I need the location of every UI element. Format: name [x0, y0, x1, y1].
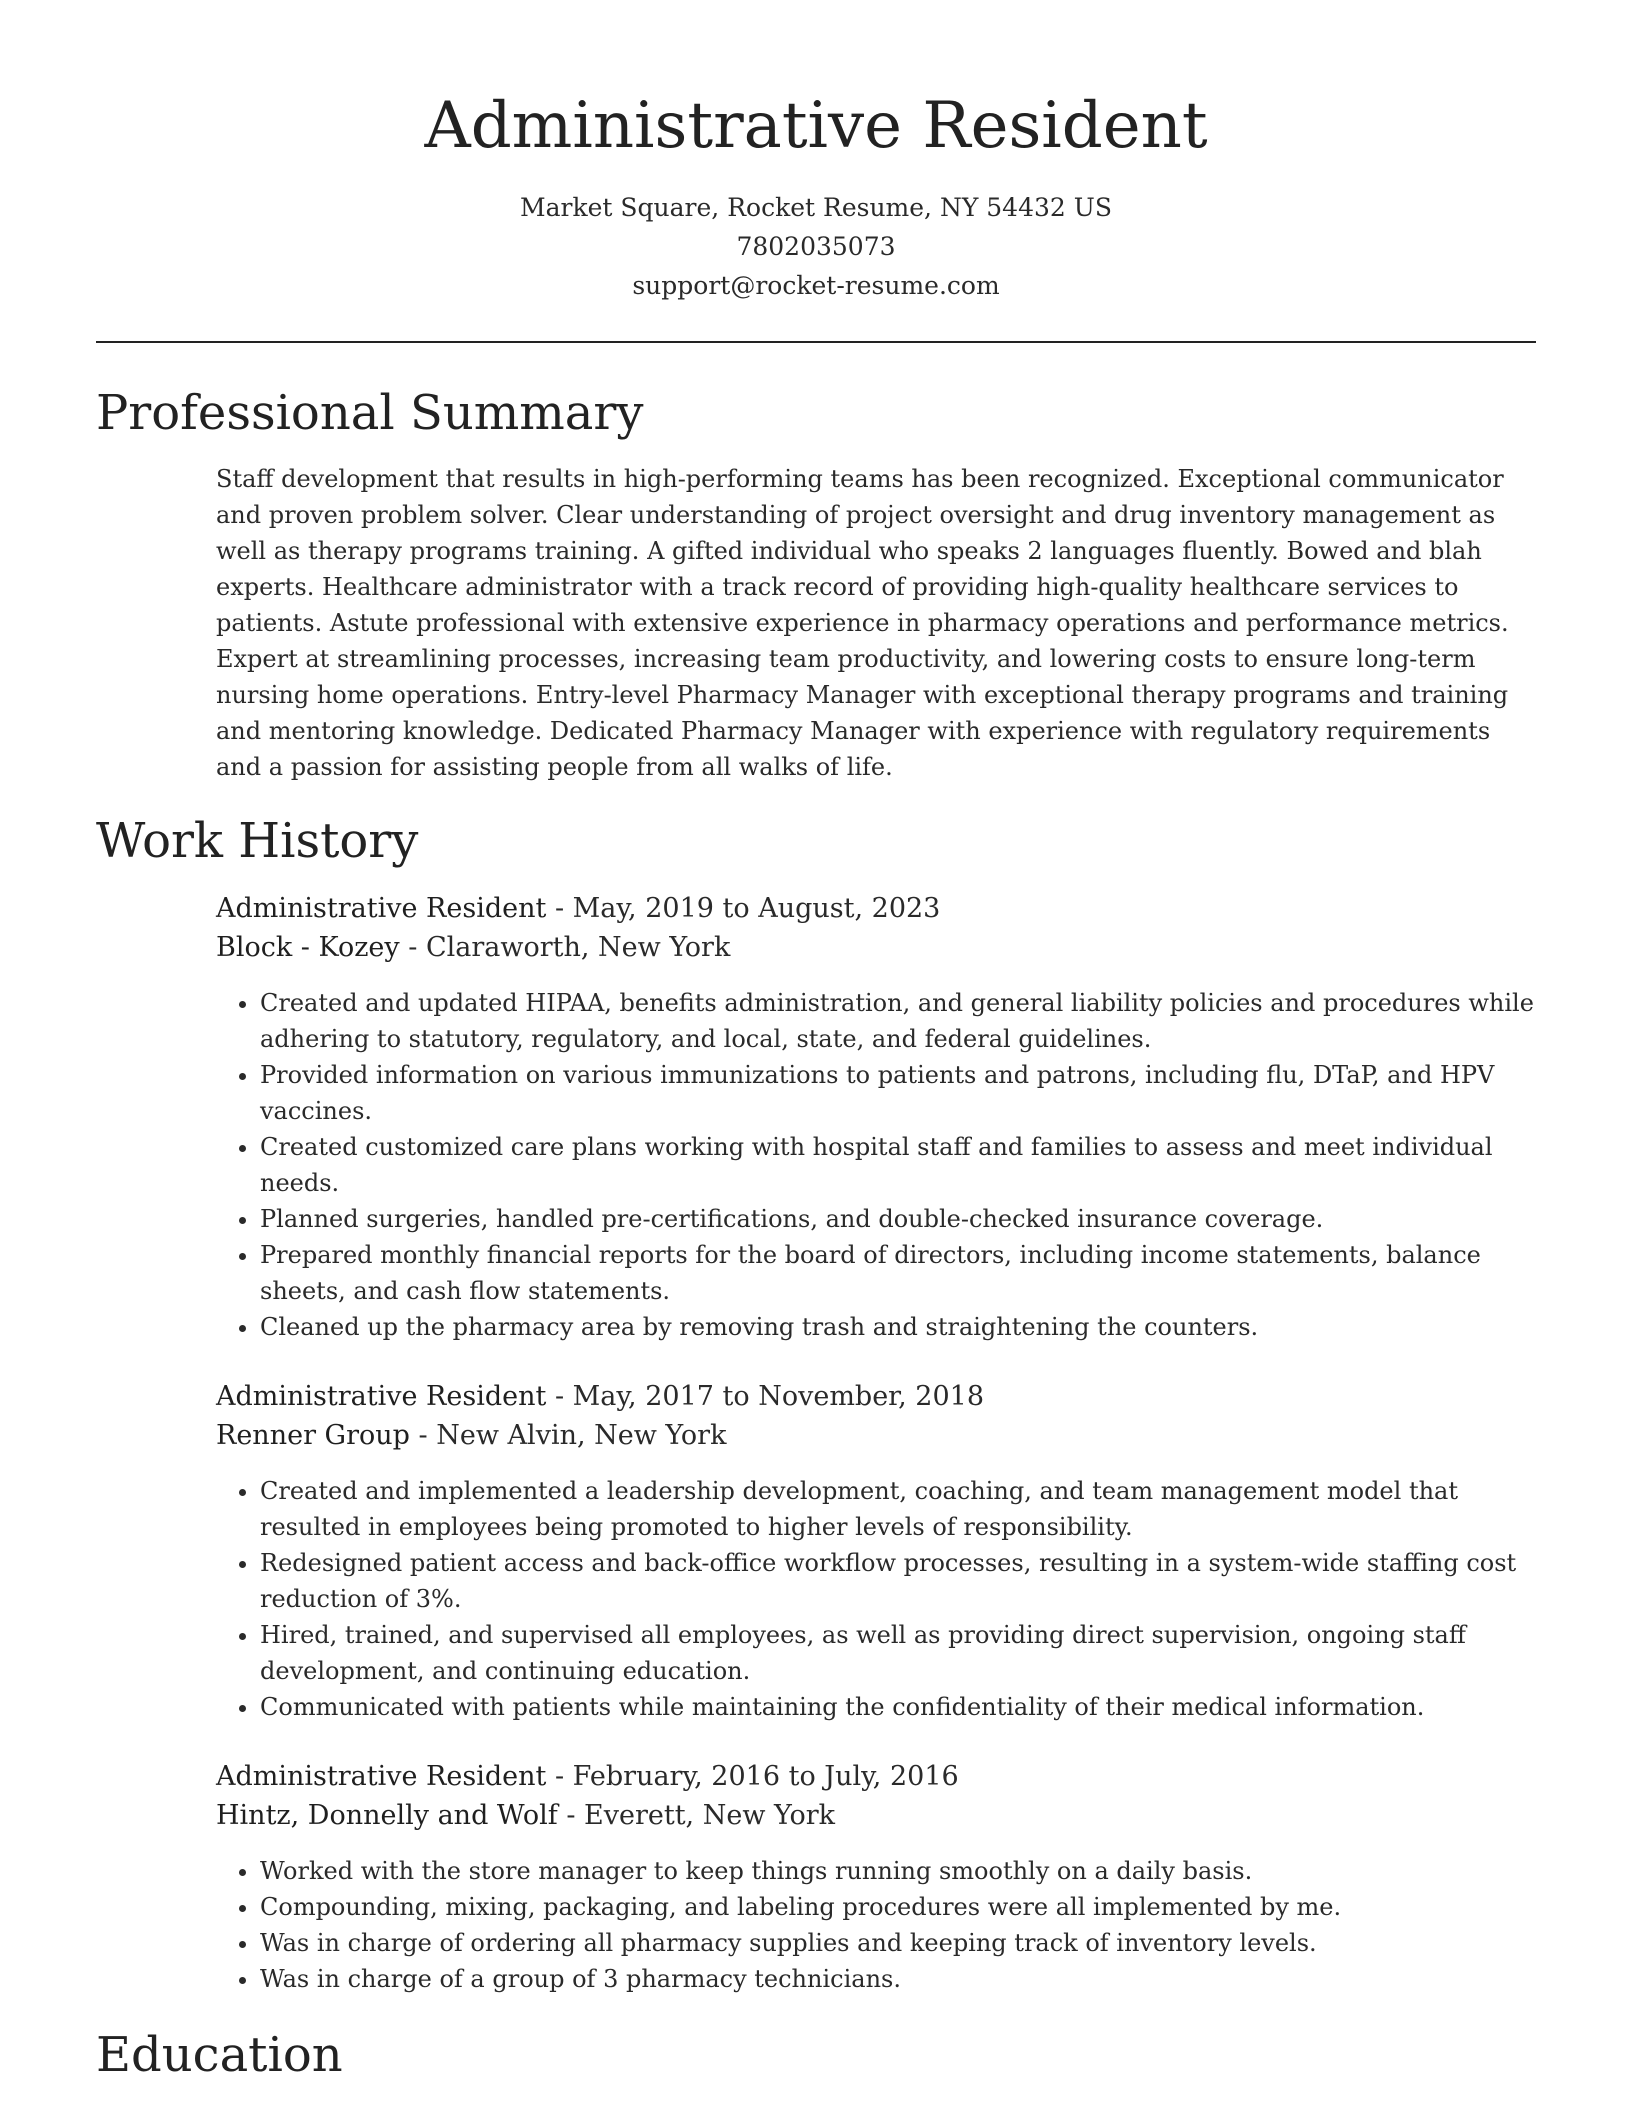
job-bullet: • Hired, trained, and supervised all employees, as well as providing direct supervision, ongoing staff development, and continuing education. — [260, 1617, 1536, 1689]
job-bullet: • Prepared monthly financial reports for the board of directors, including income statements, balance sheets, and cash flow statements. — [260, 1237, 1536, 1309]
job-location: - Everett, New York — [557, 1800, 836, 1831]
job-company-line — [216, 1416, 1536, 1455]
job-company: Block - Kozey — [216, 932, 400, 963]
job-role: Administrative Resident — [216, 1761, 547, 1792]
job-title-line — [216, 889, 1536, 928]
job-bullet: • Provided information on various immunizations to patients and patrons, including flu, DTaP, and HPV vaccines. — [260, 1057, 1536, 1129]
job-role: Administrative Resident — [216, 1381, 547, 1412]
job-location: - Claraworth, New York — [399, 932, 731, 963]
resume-name: Administrative Resident — [424, 89, 1208, 163]
job-bullets — [216, 985, 1536, 1345]
job-dates: - May, 2017 to November, 2018 — [546, 1381, 985, 1412]
job-bullet: • Created and implemented a leadership development, coaching, and team management model that resulted in employees being promoted to higher levels of responsibility. — [260, 1473, 1536, 1545]
summary-text: Staff development that results in high-performing teams has been recognized. Exceptional communicator and proven problem solver. Clear understanding of project oversight and drug inventory management as well as therapy programs training. A gifted individual who speaks 2 languages fluently. Bowed and blah experts. Healthcare administrator with a track record of providing high-quality healthcare services to patients. Astute professional with extensive experience in pharmacy operations and performance metrics. Expert at streamlining processes, increasing team productivity, and lowering costs to ensure long-term nursing home operations. Entry-level Pharmacy Manager with exceptional therapy programs and training and mentoring knowledge. Dedicated Pharmacy Manager with experience with regulatory requirements and a passion for assisting people from all walks of life. — [216, 465, 1509, 781]
job-bullet: • Was in charge of ordering all pharmacy supplies and keeping track of inventory levels. — [260, 1925, 1536, 1961]
work-history-title: Work History — [96, 813, 419, 869]
header-divider — [96, 341, 1536, 343]
job-dates: - May, 2019 to August, 2023 — [546, 893, 941, 924]
contact-email: support@rocket-resume.com — [632, 271, 1000, 300]
job-bullet: • Created and updated HIPAA, benefits administration, and general liability policies and procedures while adhering to statutory, regulatory, and local, state, and federal guidelines. — [260, 985, 1536, 1057]
job-company: Renner Group — [216, 1420, 410, 1451]
job-bullet: • Cleaned up the pharmacy area by removing trash and straightening the counters. — [260, 1309, 1536, 1345]
job-company: Hintz, Donnelly and Wolf — [216, 1800, 558, 1831]
job-dates: - February, 2016 to July, 2016 — [546, 1761, 959, 1792]
contact-block — [96, 188, 1536, 305]
job-bullet: • Communicated with patients while maintaining the confidentiality of their medical information. — [260, 1689, 1536, 1725]
job-entry — [216, 889, 1536, 1345]
summary-title: Professional Summary — [96, 385, 644, 441]
job-bullets — [216, 1473, 1536, 1725]
education-title: Education — [96, 2027, 343, 2083]
job-bullet: • Was in charge of a group of 3 pharmacy technicians. — [260, 1961, 1536, 1997]
job-role: Administrative Resident — [216, 893, 547, 924]
job-title-line — [216, 1757, 1536, 1796]
job-bullet: • Compounding, mixing, packaging, and labeling procedures were all implemented by me. — [260, 1889, 1536, 1925]
resume-page — [96, 0, 1536, 2085]
contact-address: Market Square, Rocket Resume, NY 54432 US — [520, 193, 1112, 222]
job-bullet: • Worked with the store manager to keep things running smoothly on a daily basis. — [260, 1853, 1536, 1889]
job-entry — [216, 1757, 1536, 1997]
job-bullets — [216, 1853, 1536, 1997]
job-company-line — [216, 1796, 1536, 1835]
job-bullet: • Planned surgeries, handled pre-certifications, and double-checked insurance coverage. — [260, 1201, 1536, 1237]
contact-phone: 7802035073 — [736, 232, 896, 261]
job-bullet: • Created customized care plans working with hospital staff and families to assess and meet individual needs. — [260, 1129, 1536, 1201]
job-bullet: • Redesigned patient access and back-office workflow processes, resulting in a system-wide staffing cost reduction of 3%. — [260, 1545, 1536, 1617]
job-entry — [216, 1377, 1536, 1725]
job-company-line — [216, 928, 1536, 967]
job-title-line — [216, 1377, 1536, 1416]
job-location: - New Alvin, New York — [409, 1420, 727, 1451]
